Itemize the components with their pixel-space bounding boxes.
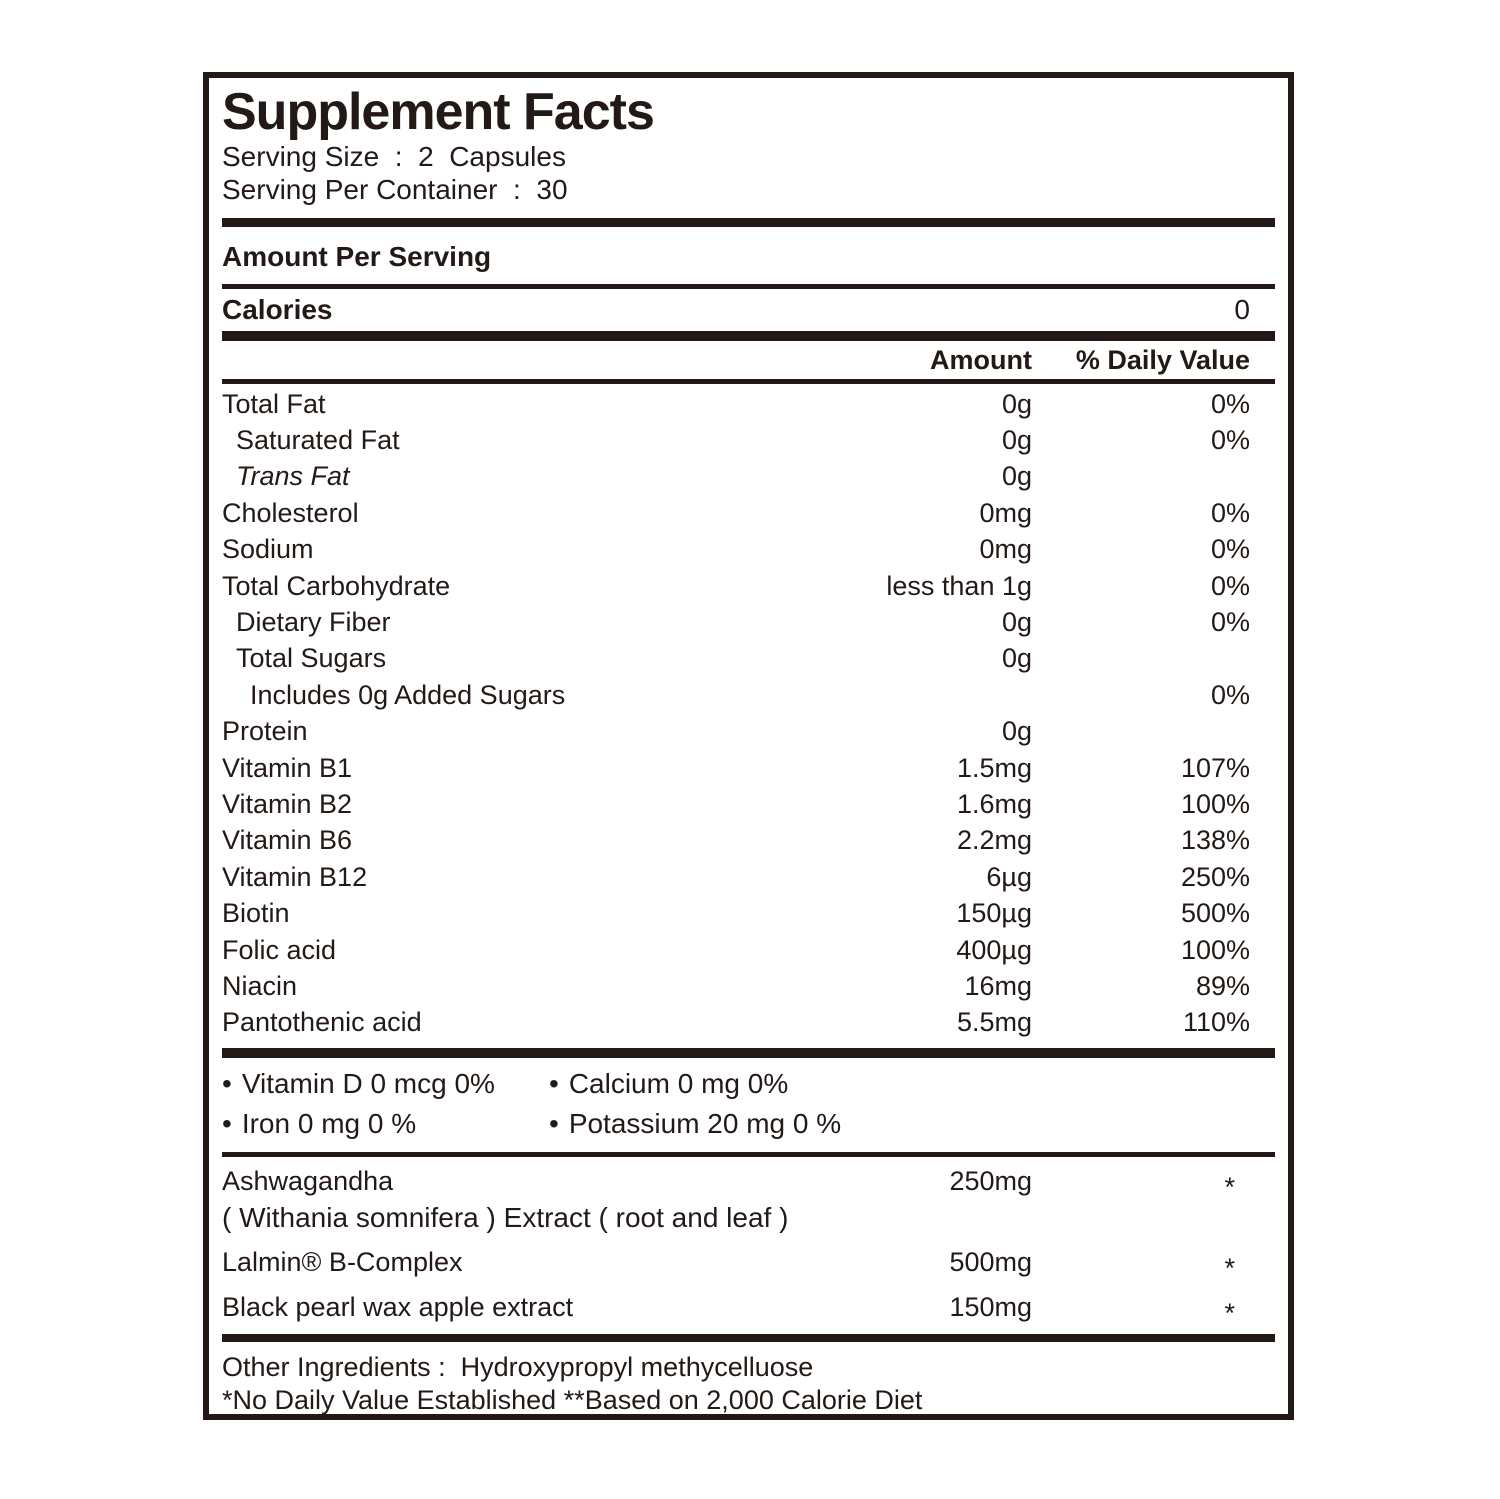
nutrient-amount: 1.6mg xyxy=(956,788,1032,819)
nutrient-daily-value: 250% xyxy=(1180,861,1250,892)
botanical-amount: 250mg xyxy=(949,1166,1032,1197)
calories-value: 0 xyxy=(1234,294,1250,325)
nutrient-daily-value: 107% xyxy=(1180,752,1250,783)
nutrient-name: Saturated Fat xyxy=(236,425,400,456)
table-row xyxy=(222,1292,1275,1329)
nutrient-name: Niacin xyxy=(222,970,298,1001)
divider-thick xyxy=(222,331,1275,341)
nutrient-name: Dietary Fiber xyxy=(236,607,391,638)
nutrient-name: Trans Fat xyxy=(236,461,350,492)
supplement-facts-label xyxy=(203,72,1294,1420)
nutrient-daily-value: 0% xyxy=(1210,570,1250,601)
servings-per-container: Serving Per Container : 30 xyxy=(222,174,568,205)
list-item xyxy=(549,1104,1275,1144)
nutrient-name: Includes 0g Added Sugars xyxy=(250,679,566,710)
nutrient-daily-value: 100% xyxy=(1180,788,1250,819)
botanical-name: Lalmin® B-Complex xyxy=(222,1247,463,1278)
amount-per-serving-heading: Amount Per Serving xyxy=(222,241,492,272)
table-row xyxy=(222,604,1275,640)
nutrient-name: Vitamin B12 xyxy=(222,861,368,892)
table-row xyxy=(222,750,1275,786)
nutrient-amount: 0mg xyxy=(979,497,1032,528)
botanical-detail: ( Withania somnifera ) Extract ( root and leaf ) xyxy=(222,1202,789,1234)
nutrient-name: Vitamin B2 xyxy=(222,788,353,819)
botanical-amount: 500mg xyxy=(949,1247,1032,1278)
table-row xyxy=(222,1247,1275,1284)
nutrient-amount: less than 1g xyxy=(886,570,1032,601)
column-header-row xyxy=(222,341,1275,379)
divider-medium xyxy=(222,1334,1275,1342)
table-row xyxy=(222,641,1275,677)
other-ingredients: Other Ingredients : Hydroxypropyl methycelluose xyxy=(222,1352,814,1383)
nutrient-daily-value: 89% xyxy=(1195,970,1250,1001)
table-row xyxy=(222,823,1275,859)
table-row xyxy=(222,386,1275,422)
table-row xyxy=(222,532,1275,568)
list-item xyxy=(222,1064,549,1104)
botanical-daily-value: * xyxy=(1224,1298,1235,1329)
table-row xyxy=(222,714,1275,750)
bullet-icon: • xyxy=(549,1108,559,1140)
list-item xyxy=(549,1064,1275,1104)
bullet-icon: • xyxy=(549,1068,559,1100)
daily-value-column-header: % Daily Value xyxy=(1075,345,1250,375)
table-row xyxy=(222,1005,1275,1041)
nutrient-name: Sodium xyxy=(222,534,314,565)
table-row xyxy=(222,568,1275,604)
list-item xyxy=(222,1104,549,1144)
nutrient-name: Total Fat xyxy=(222,388,326,419)
calories-row xyxy=(222,289,1275,331)
botanical-daily-value: * xyxy=(1224,1172,1235,1203)
nutrient-amount: 16mg xyxy=(964,970,1032,1001)
nutrient-amount: 0g xyxy=(1001,607,1032,638)
nutrient-daily-value: 110% xyxy=(1182,1007,1250,1038)
table-row xyxy=(222,968,1275,1004)
nutrient-amount: 1.5mg xyxy=(956,752,1032,783)
nutrient-daily-value: 100% xyxy=(1180,934,1250,965)
nutrient-daily-value: 0% xyxy=(1210,534,1250,565)
table-row xyxy=(222,459,1275,495)
nutrient-amount: 0g xyxy=(1001,461,1032,492)
nutrient-amount: 5.5mg xyxy=(956,1007,1032,1038)
botanical-amount: 150mg xyxy=(949,1292,1032,1323)
bullet-icon: • xyxy=(222,1108,232,1140)
table-row xyxy=(222,495,1275,531)
nutrient-amount: 0g xyxy=(1001,643,1032,674)
label-footer xyxy=(222,1342,1275,1417)
table-row xyxy=(222,422,1275,458)
nutrient-name: Protein xyxy=(222,716,308,747)
nutrient-amount: 0mg xyxy=(979,534,1032,565)
nutrient-name: Vitamin B1 xyxy=(222,752,353,783)
mineral-text: Potassium 20 mg 0 % xyxy=(568,1108,842,1140)
nutrient-amount: 0g xyxy=(1001,388,1032,419)
nutrient-daily-value: 0% xyxy=(1210,607,1250,638)
table-row xyxy=(222,932,1275,968)
nutrient-table xyxy=(222,384,1275,1041)
mineral-text: Iron 0 mg 0 % xyxy=(241,1108,417,1140)
nutrient-name: Total Sugars xyxy=(236,643,387,674)
nutrient-name: Biotin xyxy=(222,898,290,929)
nutrient-name: Vitamin B6 xyxy=(222,825,353,856)
nutrient-daily-value: 0% xyxy=(1210,679,1250,710)
nutrient-daily-value: 500% xyxy=(1180,898,1250,929)
mineral-text: Calcium 0 mg 0% xyxy=(568,1068,789,1100)
table-row xyxy=(222,895,1275,931)
nutrient-amount: 2.2mg xyxy=(956,825,1032,856)
nutrient-daily-value: 138% xyxy=(1180,825,1250,856)
nutrient-amount: 6µg xyxy=(986,861,1032,892)
botanical-name: Black pearl wax apple extract xyxy=(222,1292,574,1323)
daily-value-footnote: *No Daily Value Established **Based on 2,000 Calorie Diet xyxy=(222,1385,923,1416)
minerals-list xyxy=(222,1058,1275,1152)
table-row xyxy=(222,786,1275,822)
table-row xyxy=(222,859,1275,895)
nutrient-daily-value: 0% xyxy=(1210,388,1250,419)
table-row xyxy=(222,677,1275,713)
label-title: Supplement Facts xyxy=(222,83,654,141)
calories-label: Calories xyxy=(222,294,333,325)
nutrient-daily-value: 0% xyxy=(1210,425,1250,456)
divider-thick xyxy=(222,1048,1275,1058)
botanical-daily-value: * xyxy=(1224,1253,1235,1284)
nutrient-name: Folic acid xyxy=(222,934,337,965)
nutrient-name: Pantothenic acid xyxy=(222,1007,422,1038)
nutrient-daily-value: 0% xyxy=(1210,497,1250,528)
nutrient-amount: 0g xyxy=(1001,425,1032,456)
serving-size: Serving Size : 2 Capsules xyxy=(222,141,566,172)
nutrient-amount: 400µg xyxy=(956,934,1032,965)
mineral-text: Vitamin D 0 mcg 0% xyxy=(241,1068,495,1100)
nutrient-amount: 150µg xyxy=(956,898,1032,929)
botanical-name: Ashwagandha xyxy=(222,1166,394,1197)
nutrient-name: Cholesterol xyxy=(222,497,359,528)
nutrient-name: Total Carbohydrate xyxy=(222,570,451,601)
divider-thick xyxy=(222,218,1275,227)
amount-column-header: Amount xyxy=(930,345,1032,375)
table-row xyxy=(222,1166,1275,1203)
nutrient-amount: 0g xyxy=(1001,716,1032,747)
bullet-icon: • xyxy=(222,1068,232,1100)
botanicals-table xyxy=(222,1157,1275,1334)
